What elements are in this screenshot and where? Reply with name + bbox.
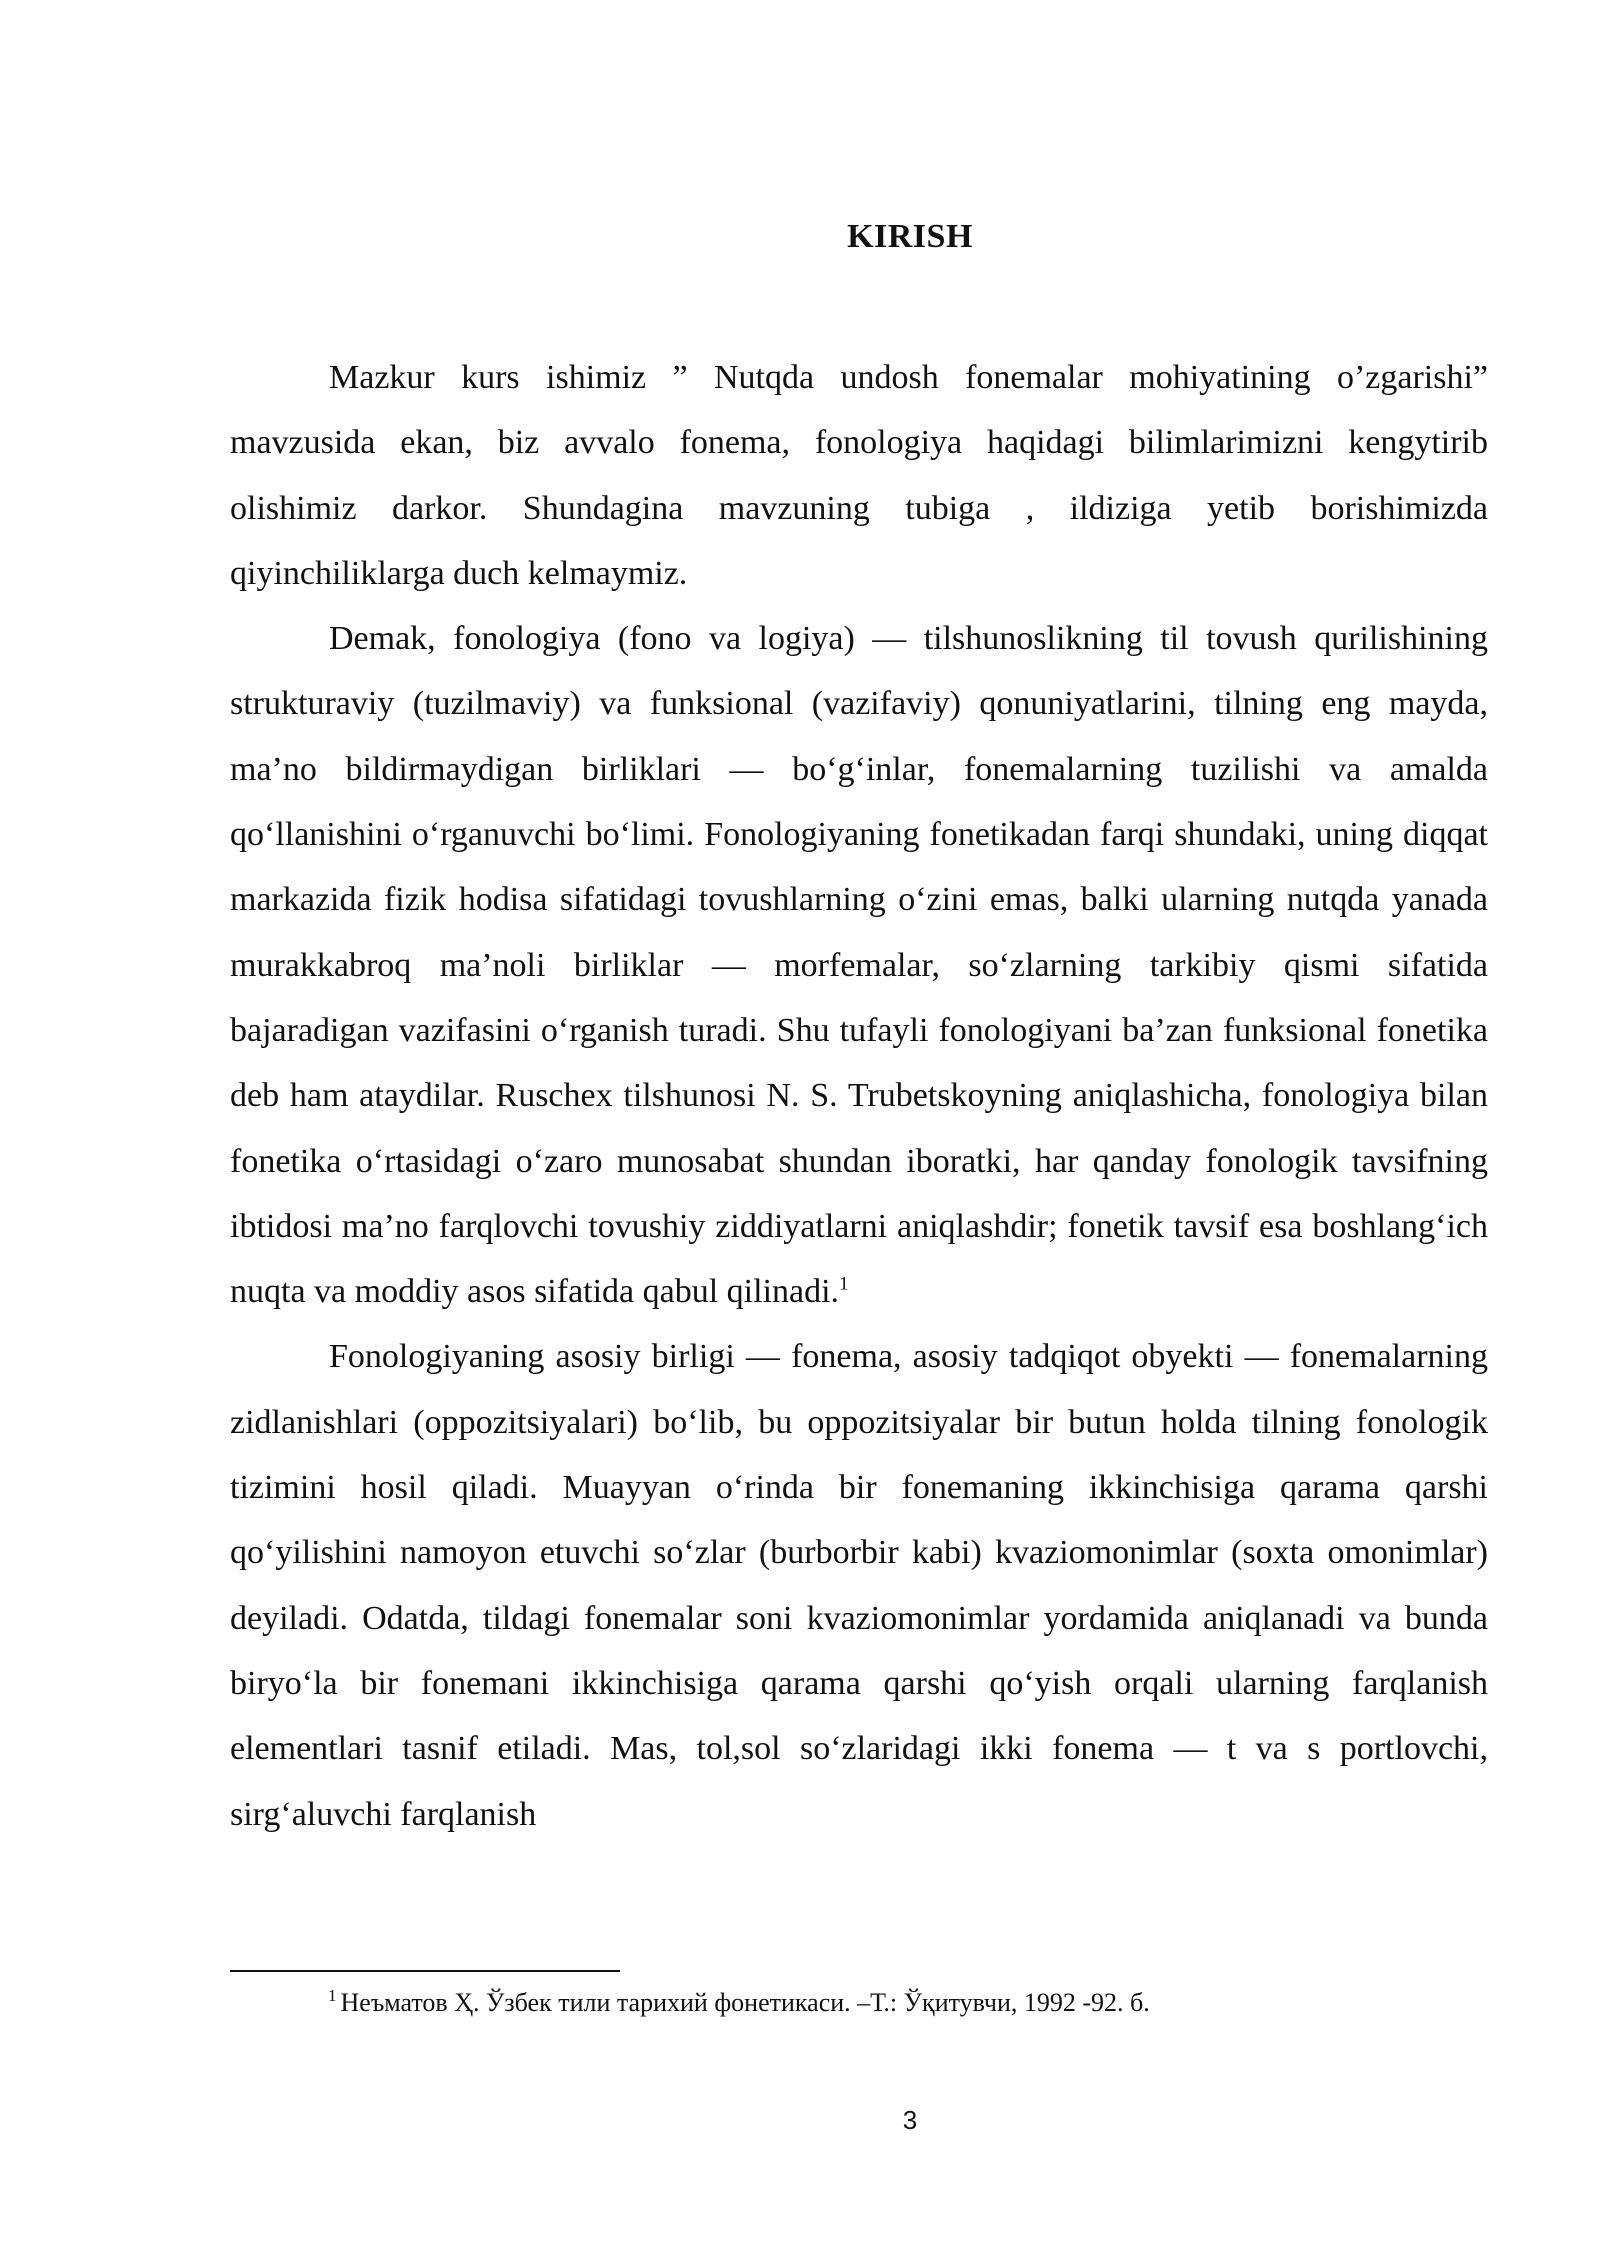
footnote-reference[interactable]: 1	[839, 1273, 849, 1295]
paragraph-2	[230, 606, 1488, 1324]
paragraph-2-text: Demak, fonologiya (fono va logiya) — tilshunoslikning til tovush qurilishining strukturaviy (tuzilmaviy) va funksional (vazifaviy) qonuniyatlarini, tilning eng mayda, ma’no bildirmaydigan birliklari — bo‘g‘inlar, fonemalarning tuzilishi va amalda qo‘llanishini o‘rganuvchi bo‘limi. Fonologiyaning fonetikadan farqi shundaki, uning diqqat markazida fizik hodisa sifatidagi tovushlarning o‘zini emas, balki ularning nutqda yanada murakkabroq ma’noli birliklar — morfemalar, so‘zlarning tarkibiy qismi sifatida bajaradigan vazifasini o‘rganish turadi. Shu tufayli fonologiyani ba’zan funksional fonetika deb ham ataydilar. Ruschex tilshunosi N. S. Trubetskoyning aniqlashicha, fonologiya bilan fonetika o‘rtasidagi o‘zaro munosabat shundan iboratki, har qanday fonologik tavsifning ibtidosi ma’no farqlovchi tovushiy ziddiyatlarni aniqlashdir; fonetik tavsif esa boshlang‘ich nuqta va moddiy asos sifatida qabul qilinadi.	[230, 620, 1488, 1311]
paragraph-1	[230, 345, 1488, 606]
footnote-separator	[230, 1970, 620, 1972]
page-title: KIRISH	[847, 218, 973, 255]
footnote-marker: 1	[328, 1986, 337, 2006]
paragraph-3	[230, 1324, 1488, 1846]
body-text	[230, 345, 1488, 1847]
paragraph-1-text: Mazkur kurs ishimiz ” Nutqda undosh fonemalar mohiyatining o’zgarishi” mavzusida ekan, biz avvalo fonema, fonologiya haqidagi bilimlarimizni kengytirib olishimiz darkor. Shundagina mavzuning tubiga , ildiziga yetib borishimizda qiyinchiliklarga duch kelmaymiz.	[230, 359, 1488, 592]
footnote	[328, 1985, 1150, 2021]
paragraph-3-text: Fonologiyaning asosiy birligi — fonema, asosiy tadqiqot obyekti — fonemalarning zidlanishlari (oppozitsiyalari) bo‘lib, bu oppozitsiyalar bir butun holda tilning fonologik tizimini hosil qiladi. Muayyan o‘rinda bir fonemaning ikkinchisiga qarama qarshi qo‘yilishini namoyon etuvchi so‘zlar (burborbir kabi) kvaziomonimlar (soxta omonimlar) deyiladi. Odatda, tildagi fonemalar soni kvaziomonimlar yordamida aniqlanadi va bunda biryo‘la bir fonemani ikkinchisiga qarama qarshi qo‘yish orqali ularning farqlanish elementlari tasnif etiladi. Mas, tol,sol so‘zlaridagi ikki fonema — t va s portlovchi, sirg‘aluvchi farqlanish	[230, 1338, 1488, 1833]
footnote-text: Неъматов Ҳ. Ўзбек тили тарихий фонетикаси. –Т.: Ўқитувчи, 1992 -92. б.	[340, 1988, 1150, 2017]
page-number: 3	[902, 2105, 918, 2135]
